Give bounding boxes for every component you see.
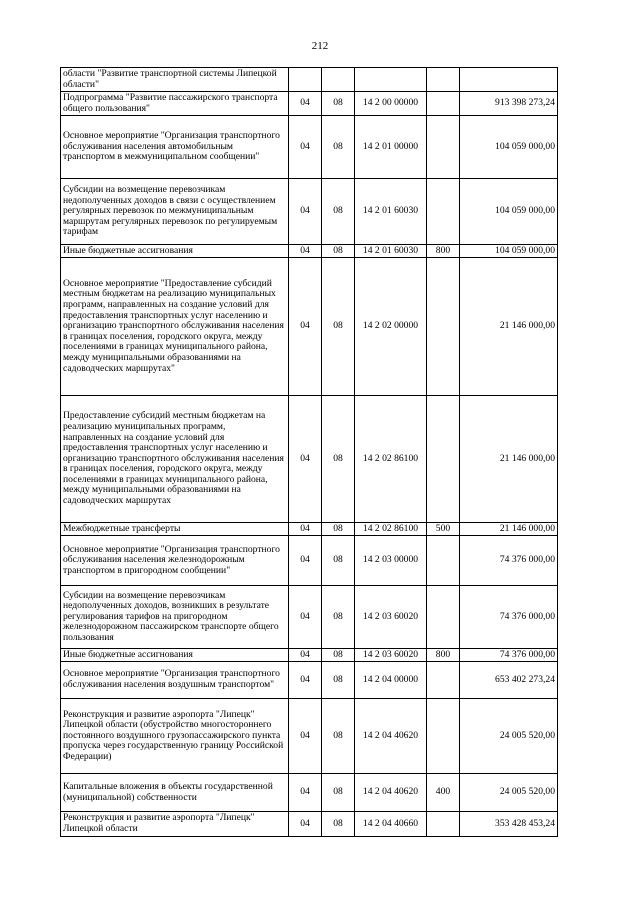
- row-section: 04: [289, 258, 322, 396]
- row-amount: 104 059 000,00: [460, 245, 558, 258]
- row-target-article: 14 2 04 00000: [355, 662, 427, 699]
- row-expense-type: [427, 116, 460, 179]
- row-target-article: 14 2 03 60020: [355, 586, 427, 649]
- row-section: [289, 68, 322, 92]
- row-subsection: 08: [322, 116, 355, 179]
- row-target-article: 14 2 00 00000: [355, 92, 427, 116]
- table-row: [61, 258, 558, 396]
- row-expense-type: 400: [427, 774, 460, 812]
- table-row: [61, 699, 558, 774]
- row-subsection: 08: [322, 396, 355, 523]
- row-amount: 24 005 520,00: [460, 774, 558, 812]
- table-row: [61, 649, 558, 662]
- row-subsection: [322, 68, 355, 92]
- row-section: 04: [289, 649, 322, 662]
- row-section: 04: [289, 662, 322, 699]
- row-name: Иные бюджетные ассигнования: [61, 245, 289, 258]
- row-expense-type: [427, 396, 460, 523]
- row-amount: 653 402 273,24: [460, 662, 558, 699]
- row-target-article: 14 2 02 86100: [355, 396, 427, 523]
- row-subsection: 08: [322, 536, 355, 586]
- row-name: Межбюджетные трансферты: [61, 523, 289, 536]
- row-amount: 913 398 273,24: [460, 92, 558, 116]
- row-subsection: 08: [322, 812, 355, 837]
- table-row: [61, 812, 558, 837]
- page-number: 212: [311, 40, 329, 52]
- row-section: 04: [289, 699, 322, 774]
- row-expense-type: [427, 586, 460, 649]
- row-section: 04: [289, 116, 322, 179]
- row-amount: 74 376 000,00: [460, 586, 558, 649]
- table-row: [61, 116, 558, 179]
- row-name: Основное мероприятие "Организация транспортного обслуживания населения воздушным транспортом": [61, 662, 289, 699]
- row-expense-type: 800: [427, 245, 460, 258]
- row-target-article: 14 2 01 60030: [355, 179, 427, 245]
- row-expense-type: 500: [427, 523, 460, 536]
- row-target-article: 14 2 01 60030: [355, 245, 427, 258]
- row-expense-type: [427, 536, 460, 586]
- row-expense-type: 800: [427, 649, 460, 662]
- row-subsection: 08: [322, 662, 355, 699]
- row-subsection: 08: [322, 699, 355, 774]
- table-row: [61, 536, 558, 586]
- row-expense-type: [427, 92, 460, 116]
- row-subsection: 08: [322, 649, 355, 662]
- row-amount: 74 376 000,00: [460, 649, 558, 662]
- row-section: 04: [289, 523, 322, 536]
- row-target-article: 14 2 04 40660: [355, 812, 427, 837]
- row-section: 04: [289, 92, 322, 116]
- row-target-article: [355, 68, 427, 92]
- row-target-article: 14 2 02 00000: [355, 258, 427, 396]
- row-amount: 24 005 520,00: [460, 699, 558, 774]
- row-expense-type: [427, 662, 460, 699]
- row-target-article: 14 2 04 40620: [355, 774, 427, 812]
- row-subsection: 08: [322, 179, 355, 245]
- table-row: [61, 245, 558, 258]
- row-amount: 21 146 000,00: [460, 258, 558, 396]
- row-amount: [460, 68, 558, 92]
- table-row: [61, 68, 558, 92]
- row-expense-type: [427, 258, 460, 396]
- table-row: [61, 662, 558, 699]
- row-subsection: 08: [322, 586, 355, 649]
- row-subsection: 08: [322, 258, 355, 396]
- row-subsection: 08: [322, 92, 355, 116]
- row-expense-type: [427, 179, 460, 245]
- row-name: Подпрограмма "Развитие пассажирского транспорта общего пользования": [61, 92, 289, 116]
- row-amount: 21 146 000,00: [460, 523, 558, 536]
- row-name: Иные бюджетные ассигнования: [61, 649, 289, 662]
- row-name: Основное мероприятие "Организация транспортного обслуживания населения автомобильным транспортом в межмуниципальном сообщении": [61, 116, 289, 179]
- row-subsection: 08: [322, 523, 355, 536]
- row-name: Предоставление субсидий местным бюджетам на реализацию муниципальных программ, направленных на создание условий для предоставления транспортных услуг населению и организацию транспортного обслуживания населения в границах поселения, городского округа, между поселениями в границах муниципального района, между муниципальными образованиями на садоводческих маршрутах: [61, 396, 289, 523]
- row-amount: 21 146 000,00: [460, 396, 558, 523]
- table-row: [61, 523, 558, 536]
- row-expense-type: [427, 68, 460, 92]
- row-name: Капитальные вложения в объекты государственной (муниципальной) собственности: [61, 774, 289, 812]
- row-name: Основное мероприятие "Организация транспортного обслуживания населения железнодорожным транспортом в пригородном сообщении": [61, 536, 289, 586]
- budget-table: [60, 67, 558, 837]
- row-expense-type: [427, 812, 460, 837]
- row-expense-type: [427, 699, 460, 774]
- table-row: [61, 586, 558, 649]
- row-name: Реконструкция и развитие аэропорта "Липецк" Липецкой области (обустройство многостороннего постоянного воздушного грузопассажирского пункта пропуска через государственную границу Российской Федерации): [61, 699, 289, 774]
- row-section: 04: [289, 812, 322, 837]
- row-amount: 104 059 000,00: [460, 116, 558, 179]
- row-amount: 104 059 000,00: [460, 179, 558, 245]
- row-section: 04: [289, 396, 322, 523]
- row-section: 04: [289, 774, 322, 812]
- row-target-article: 14 2 03 00000: [355, 536, 427, 586]
- row-subsection: 08: [322, 774, 355, 812]
- row-section: 04: [289, 179, 322, 245]
- table-row: [61, 92, 558, 116]
- row-subsection: 08: [322, 245, 355, 258]
- row-name: области "Развитие транспортной системы Липецкой области": [61, 68, 289, 92]
- row-section: 04: [289, 586, 322, 649]
- row-section: 04: [289, 536, 322, 586]
- row-amount: 353 428 453,24: [460, 812, 558, 837]
- row-name: Реконструкция и развитие аэропорта "Липецк" Липецкой области: [61, 812, 289, 837]
- row-name: Субсидии на возмещение перевозчикам недополученных доходов, возникших в результате регулирования тарифов на пригородном железнодорожном пассажирском транспорте общего пользования: [61, 586, 289, 649]
- row-amount: 74 376 000,00: [460, 536, 558, 586]
- row-section: 04: [289, 245, 322, 258]
- row-target-article: 14 2 02 86100: [355, 523, 427, 536]
- row-name: Субсидии на возмещение перевозчикам недополученных доходов в связи с осуществлением регулярных перевозок по межмуниципальным маршрутам регулярных перевозок по регулируемым тарифам: [61, 179, 289, 245]
- row-target-article: 14 2 03 60020: [355, 649, 427, 662]
- table-row: [61, 396, 558, 523]
- row-target-article: 14 2 04 40620: [355, 699, 427, 774]
- table-row: [61, 774, 558, 812]
- table-row: [61, 179, 558, 245]
- row-target-article: 14 2 01 00000: [355, 116, 427, 179]
- row-name: Основное мероприятие "Предоставление субсидий местным бюджетам на реализацию муниципальных программ, направленных на создание условий для предоставления транспортных услуг населению и организацию транспортного обслуживания населения в границах поселения, городского округа, между поселениями в границах муниципального района, между муниципальными образованиями на садоводческих маршрутах": [61, 258, 289, 396]
